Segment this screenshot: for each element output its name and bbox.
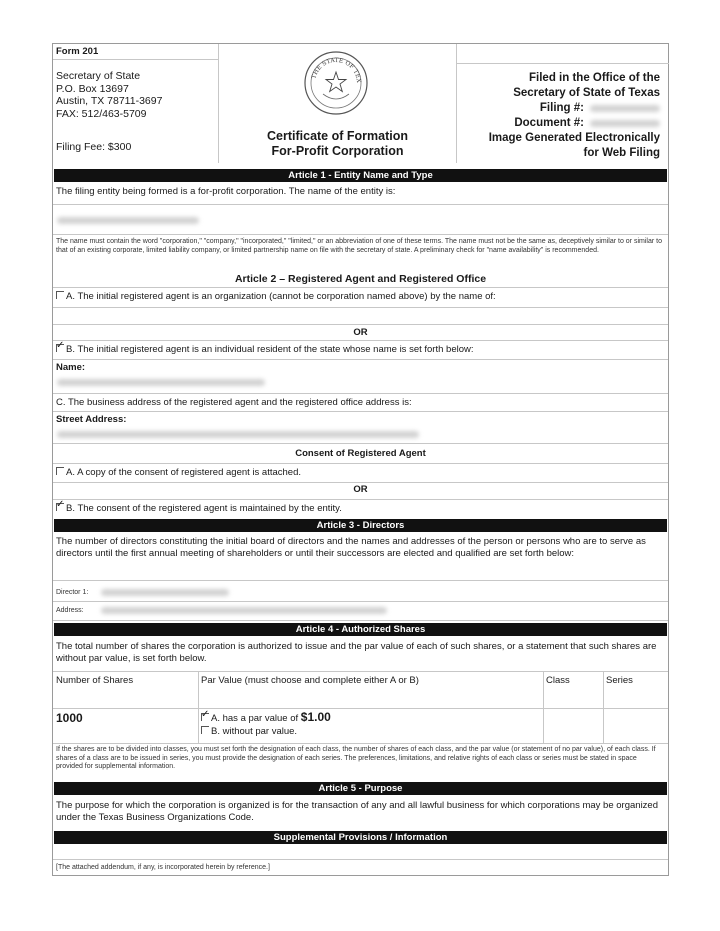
filing-info [450,71,660,161]
filing-number-label: Filing #: [539,102,584,114]
director-address-redacted [101,607,387,614]
or-divider-2: OR [353,484,368,495]
article-1-heading: Article 1 - Entity Name and Type [54,169,667,182]
supplemental-text: [The attached addendum, if any, is incorporated herein by reference.] [56,864,270,871]
consent-option-b-label: B. The consent of the registered agent is maintained by the entity. [66,503,342,514]
filing-fee: Filing Fee: $300 [56,141,132,153]
par-option-b-label: B. without par value. [211,726,298,737]
agent-option-a-label: A. The initial registered agent is an organization (cannot be corporation named above) by the name of: [66,291,496,302]
agent-option-a [56,291,664,303]
agent-option-b-checkbox[interactable] [56,344,64,352]
svg-text:THE STATE OF TEXAS: THE STATE OF TEX [310,56,363,83]
consent-option-b-checkbox[interactable] [56,503,64,511]
office-line-3: Austin, TX 78711-3697 [56,95,163,107]
director-label: Director 1: [56,589,89,596]
consent-option-a [56,467,664,479]
title-line-2: For-Profit Corporation [271,144,404,158]
consent-option-a-label: A. A copy of the consent of registered agent is attached. [66,467,302,478]
consent-heading: Consent of Registered Agent [295,448,426,459]
consent-option-a-checkbox[interactable] [56,467,64,475]
agent-option-c: C. The business address of the registered agent and the registered office address is: [56,397,412,408]
shares-column-header: Number of Shares [56,675,134,686]
article-3-heading: Article 3 - Directors [54,519,667,532]
filed-line-2: Secretary of State of Texas [513,87,660,99]
par-option-a [201,711,331,725]
generated-line-1: Image Generated Electronically [488,132,660,144]
office-line-4: FAX: 512/463-5709 [56,107,147,120]
par-option-a-label: A. has a par value of [211,713,301,724]
office-address [56,70,162,120]
entity-name-redacted [57,217,199,224]
agent-name-redacted [57,379,265,386]
agent-option-a-checkbox[interactable] [56,291,64,299]
document-title [219,129,456,159]
street-address-label: Street Address: [56,414,127,425]
article-1-intro: The filing entity being formed is a for-profit corporation. The name of the entity is: [56,186,396,197]
agent-option-b [56,344,664,356]
title-line-1: Certificate of Formation [267,129,408,143]
par-option-a-checkbox[interactable] [201,713,209,721]
article-3-intro: The number of directors constituting the initial board of directors and the names and addresses of the person or persons who are to serve as directors until the first annual meeting of shareholders or until their successors are elected and qualified are set forth below: [56,536,646,559]
document-number-redacted [590,120,660,127]
par-option-b-checkbox[interactable] [201,726,209,734]
consent-option-b [56,503,664,515]
article-4-intro: The total number of shares the corporation is authorized to issue and the par value of each of such shares, or a statement that such shares are without par value, is set forth below. [56,641,657,664]
document-number-label: Document #: [514,117,584,129]
director-name-redacted [101,589,229,596]
class-column-header: Class [546,675,570,686]
form-number: Form 201 [56,46,99,57]
agent-option-b-label: B. The initial registered agent is an individual resident of the state whose name is set forth below: [66,344,474,355]
number-of-shares-value: 1000 [56,711,83,725]
par-value-column-header: Par Value (must choose and complete either A or B) [201,675,419,686]
generated-line-2: for Web Filing [583,147,660,159]
or-divider-1: OR [353,327,368,338]
filing-number-redacted [590,105,660,112]
article-5-heading: Article 5 - Purpose [54,782,667,795]
office-line-1: Secretary of State [56,70,141,82]
street-address-redacted [57,431,419,438]
supplemental-heading: Supplemental Provisions / Information [54,831,667,844]
address-label: Address: [56,607,84,614]
series-column-header: Series [606,675,633,686]
state-seal-icon [303,50,369,121]
article-4-heading: Article 4 - Authorized Shares [54,623,667,636]
agent-name-label: Name: [56,362,86,373]
par-value-amount: $1.00 [300,710,331,724]
office-line-2: P.O. Box 13697 [56,82,129,95]
par-option-b [201,726,297,738]
filed-line-1: Filed in the Office of the [529,72,660,84]
article-2-heading: Article 2 – Registered Agent and Registered Office [234,273,487,285]
certificate-form [52,43,669,876]
article-4-note: If the shares are to be divided into classes, you must set forth the designation of each class, the number of shares of each class, and the par value (or statement of no par value), of each class. If shares of a class are to be issued in series, you must provide the designation of each series. The preferences, limitations, and relative rights of each class or series must be stated in space provided for supplemental information. [56,746,656,770]
article-5-text: The purpose for which the corporation is organized is for the transaction of any and all lawful business for which corporations may be organized under the Texas Business Organizations Code. [56,800,658,823]
article-1-note: The name must contain the word "corporation," "company," "incorporated," "limited," or an abbreviation of one of these terms. The name must not be the same as, deceptively similar to or similar to that of an existing corporate, limited liability company, or limited partnership name on file with the secretary of state. A preliminary check for "name availability" is recommended. [56,238,662,254]
